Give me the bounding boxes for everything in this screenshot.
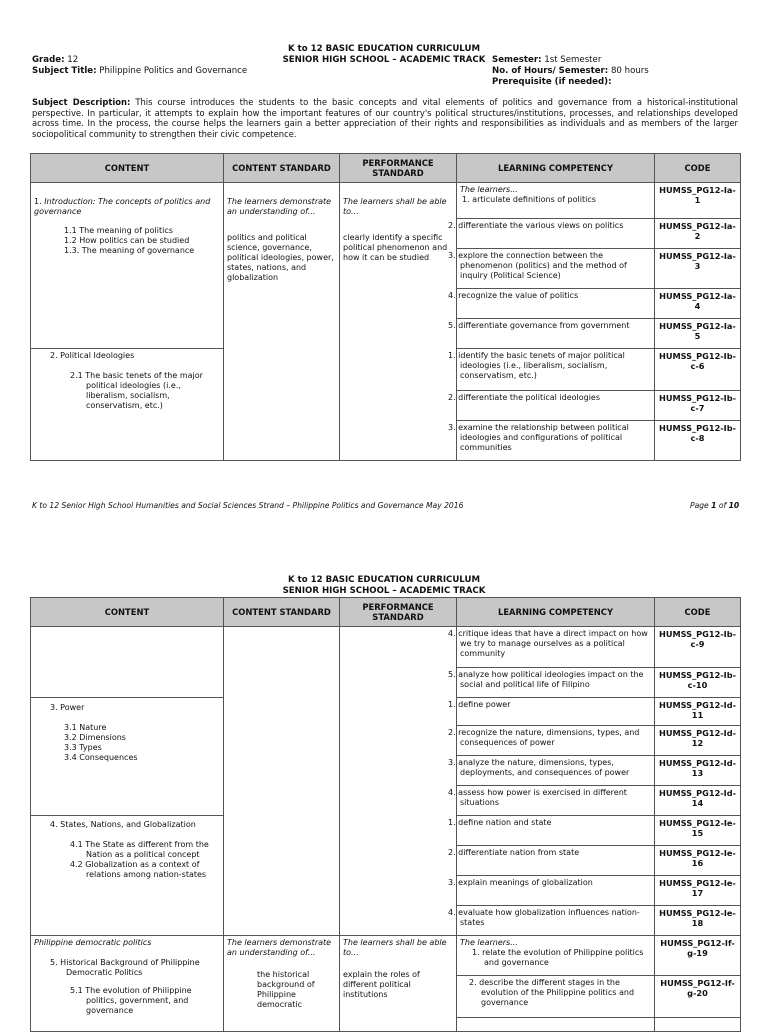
hours-line (492, 66, 649, 77)
col-competency-header: LEARNING COMPETENCY (457, 154, 655, 183)
col-content-header: CONTENT (31, 154, 224, 183)
hours-value: 80 hours (608, 66, 649, 76)
competency-cell: 1. identify the basic tenets of major political ideologies (i.e., liberalism, socialism, conservatism, etc.) (457, 349, 655, 391)
description-text: This course introduces the students to the basic concepts and vital elements of politics and governance from a historical-institutional perspective. In particular, it attempts to explain how the important features of our country's political structures/institutions, processes, and relationships developed across time. In the process, the course helps the learners gain a better appreciation of their rights and responsibilities as individuals and as members of the larger sociopolitical community to strengthen their civic competence. (32, 97, 738, 139)
code-cell: HUMSS_PG12-Ia-4 (655, 289, 741, 319)
code-cell: HUMSS_PG12-Ie-16 (655, 846, 741, 876)
col-code-header: CODE (655, 154, 741, 183)
competency-cell: 2. differentiate the various views on politics (457, 219, 655, 249)
performance-lead: The learners shall be able to... (343, 197, 447, 216)
philippine-sub2: 5.1 The evolution of Philippine politics, government, and governance (70, 986, 192, 1015)
competency-lead: The learners... (460, 938, 518, 947)
curriculum-table-page1 (30, 153, 741, 461)
competency-cell: 1. define power (457, 698, 655, 726)
col-competency-header: LEARNING COMPETENCY (457, 598, 655, 627)
power-sub2: 3.2 Dimensions (64, 733, 126, 742)
code-cell: HUMSS_PG12-Id-14 (655, 786, 741, 816)
curriculum-header-line1: K to 12 BASIC EDUCATION CURRICULUM (287, 575, 481, 585)
competency-cell: 3. explain meanings of globalization (457, 876, 655, 906)
competency-cell: 4. recognize the value of politics (457, 289, 655, 319)
philippine-sub1: 5. Historical Background of Philippine Democratic Politics (50, 958, 200, 977)
subject-value: Philippine Politics and Governance (96, 66, 248, 76)
content-standard-cell (224, 936, 340, 1032)
code-cell-cut (655, 1018, 741, 1032)
code-cell: HUMSS_PG12-If-g-19 (655, 936, 741, 976)
prerequisite-line (492, 77, 612, 88)
intro-sub2: 1.2 How politics can be studied (64, 236, 190, 245)
page-prefix: Page (690, 501, 712, 510)
power-sub3: 3.3 Types (64, 743, 102, 752)
states-sub1: 4.1 The State as different from the Nation as a political concept (70, 840, 209, 859)
semester-line (492, 55, 601, 66)
competency-lead: The learners... (460, 185, 518, 194)
page-current: 1 (711, 501, 717, 510)
performance-text: explain the roles of different political institutions (343, 970, 420, 999)
philippine-title: Philippine democratic politics (34, 938, 152, 947)
performance-text: clearly identify a specific political phenomenon and how it can be studied (343, 233, 448, 262)
code-cell: HUMSS_PG12-Id-12 (655, 726, 741, 756)
intro-title (34, 197, 220, 217)
content-philippine-cell (31, 936, 224, 1032)
content-empty-cell (31, 627, 224, 698)
col-performance-header: PERFORMANCE STANDARD (340, 154, 457, 183)
code-cell: HUMSS_PG12-If-g-20 (655, 976, 741, 1018)
power-sub1: 3.1 Nature (64, 723, 107, 732)
performance-standard-cell (340, 936, 457, 1032)
competency-cell: 1. define nation and state (457, 816, 655, 846)
grade-line (32, 55, 78, 66)
content-states-cell (31, 816, 224, 936)
grade-label: Grade: (32, 55, 65, 65)
competency-text: 1. relate the evolution of Philippine politics and governance (472, 948, 644, 967)
table-header-row (31, 154, 741, 183)
semester-label: Semester: (492, 55, 542, 65)
competency-cell: 2. describe the different stages in the evolution of the Philippine politics and governance (457, 976, 655, 1018)
footer-title: K to 12 Senior High School Humanities and Social Sciences Strand – Philippine Politics and Governance May 2016 (32, 501, 464, 510)
col-performance-header: PERFORMANCE STANDARD (340, 598, 457, 627)
competency-cell: 4. critique ideas that have a direct impact on how we try to manage ourselves as a political community (457, 627, 655, 668)
prerequisite-label: Prerequisite (if needed): (492, 77, 612, 87)
competency-cell: 2. differentiate nation from state (457, 846, 655, 876)
competency-cell: 5. differentiate governance from government (457, 319, 655, 349)
power-sub4: 3.4 Consequences (64, 753, 138, 762)
code-cell: HUMSS_PG12-Ia-3 (655, 249, 741, 289)
code-cell: HUMSS_PG12-Ib-c-8 (655, 421, 741, 461)
content-ideologies-cell (31, 349, 224, 461)
performance-standard-cell (340, 183, 457, 461)
code-cell: HUMSS_PG12-Ib-c-9 (655, 627, 741, 668)
table-row (31, 183, 741, 219)
code-cell: HUMSS_PG12-Ia-5 (655, 319, 741, 349)
table-row (31, 936, 741, 976)
content-standard-cell (224, 183, 340, 461)
description-label: Subject Description: (32, 97, 131, 107)
intro-sub1: 1.1 The meaning of politics (64, 226, 173, 235)
grade-value: 12 (64, 55, 79, 65)
standard-lead: The learners demonstrate an understanding of... (227, 938, 332, 957)
subject-line (32, 66, 247, 77)
code-cell: HUMSS_PG12-Ia-1 (655, 183, 741, 219)
standard-lead: The learners demonstrate an understanding of... (227, 197, 332, 216)
code-cell: HUMSS_PG12-Id-11 (655, 698, 741, 726)
code-cell: HUMSS_PG12-Ie-18 (655, 906, 741, 936)
page-total: 10 (728, 501, 740, 510)
curriculum-header-line2: SENIOR HIGH SCHOOL – ACADEMIC TRACK (282, 586, 486, 596)
col-content-header: CONTENT (31, 598, 224, 627)
content-power-cell (31, 698, 224, 816)
competency-cell: 2. differentiate the political ideologies (457, 391, 655, 421)
code-cell: HUMSS_PG12-Ie-15 (655, 816, 741, 846)
states-sub2: 4.2 Globalization as a context of relations among nation-states (70, 860, 207, 879)
code-cell: HUMSS_PG12-Ia-2 (655, 219, 741, 249)
subject-description (32, 97, 738, 139)
table-row (31, 627, 741, 668)
curriculum-header-line2: SENIOR HIGH SCHOOL – ACADEMIC TRACK (282, 55, 486, 65)
page-of: of (716, 501, 729, 510)
competency-cell: 3. explore the connection between the phenomenon (politics) and the method of inquiry (Political Science) (457, 249, 655, 289)
intro-prefix: 1. (34, 197, 45, 206)
competency-cell: 5. analyze how political ideologies impact on the social and political life of Filipino (457, 668, 655, 698)
intro-sub3: 1.3. The meaning of governance (64, 246, 195, 255)
code-cell: HUMSS_PG12-Ib-c-10 (655, 668, 741, 698)
competency-text: 1. articulate definitions of politics (462, 195, 596, 204)
col-code-header: CODE (655, 598, 741, 627)
competency-cell: 4. evaluate how globalization influences nation-states (457, 906, 655, 936)
document-page-2 (0, 530, 768, 1024)
competency-cell: 2. recognize the nature, dimensions, types, and consequences of power (457, 726, 655, 756)
competency-cell: 3. analyze the nature, dimensions, types, deployments, and consequences of power (457, 756, 655, 786)
page-number (690, 501, 739, 511)
semester-value: 1st Semester (541, 55, 602, 65)
intro-title-text: Introduction: The concepts of politics and governance (34, 197, 211, 216)
competency-cell: 4. assess how power is exercised in different situations (457, 786, 655, 816)
power-title: 3. Power (50, 703, 85, 712)
ideologies-sub: 2.1 The basic tenets of the major political ideologies (i.e., liberalism, socialism, conservatism, etc.) (70, 371, 203, 410)
col-standard-header: CONTENT STANDARD (224, 598, 340, 627)
curriculum-header-line1: K to 12 BASIC EDUCATION CURRICULUM (287, 44, 481, 54)
competency-cell: 3. examine the relationship between political ideologies and configurations of political communities (457, 421, 655, 461)
subject-label: Subject Title: (32, 66, 97, 76)
code-cell: HUMSS_PG12-Ib-c-6 (655, 349, 741, 391)
performance-lead: The learners shall be able to... (343, 938, 447, 957)
competency-cell (457, 936, 655, 976)
table-header-row (31, 598, 741, 627)
ideologies-title: 2. Political Ideologies (50, 351, 135, 360)
states-title: 4. States, Nations, and Globalization (50, 820, 196, 829)
competency-cell-cut (457, 1018, 655, 1032)
performance-standard-empty-cell (340, 627, 457, 936)
code-cell: HUMSS_PG12-Ib-c-7 (655, 391, 741, 421)
hours-label: No. of Hours/ Semester: (492, 66, 609, 76)
code-cell: HUMSS_PG12-Id-13 (655, 756, 741, 786)
col-standard-header: CONTENT STANDARD (224, 154, 340, 183)
standard-text: politics and political science, governance, political ideologies, power, states, nations, and globalization (227, 233, 334, 282)
curriculum-table-page2 (30, 597, 741, 1032)
code-cell: HUMSS_PG12-Ie-17 (655, 876, 741, 906)
competency-cell (457, 183, 655, 219)
content-intro-cell (31, 183, 224, 349)
standard-text: the historical background of Philippine democratic (257, 970, 315, 1009)
content-standard-empty-cell (224, 627, 340, 936)
